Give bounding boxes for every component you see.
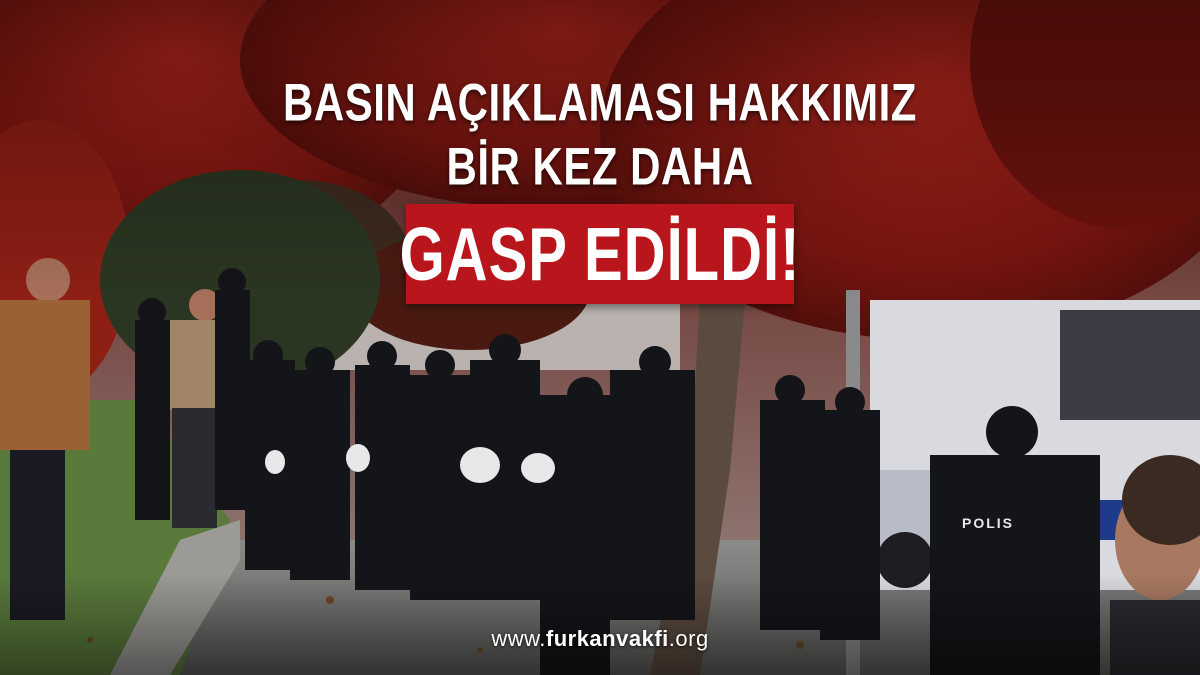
url-brand: furkanvakfi — [545, 626, 669, 651]
polis-vest-label: POLIS — [962, 515, 1015, 531]
headline-line-1: BASIN AÇIKLAMASI HAKKIMIZ — [283, 73, 917, 132]
headline-line-2: BİR KEZ DAHA — [446, 137, 754, 196]
website-url — [0, 626, 1200, 652]
banner-headline: GASP EDİLDİ! — [399, 211, 801, 297]
url-suffix: .org — [668, 626, 709, 651]
url-prefix: www. — [491, 626, 546, 651]
red-banner — [399, 204, 801, 304]
